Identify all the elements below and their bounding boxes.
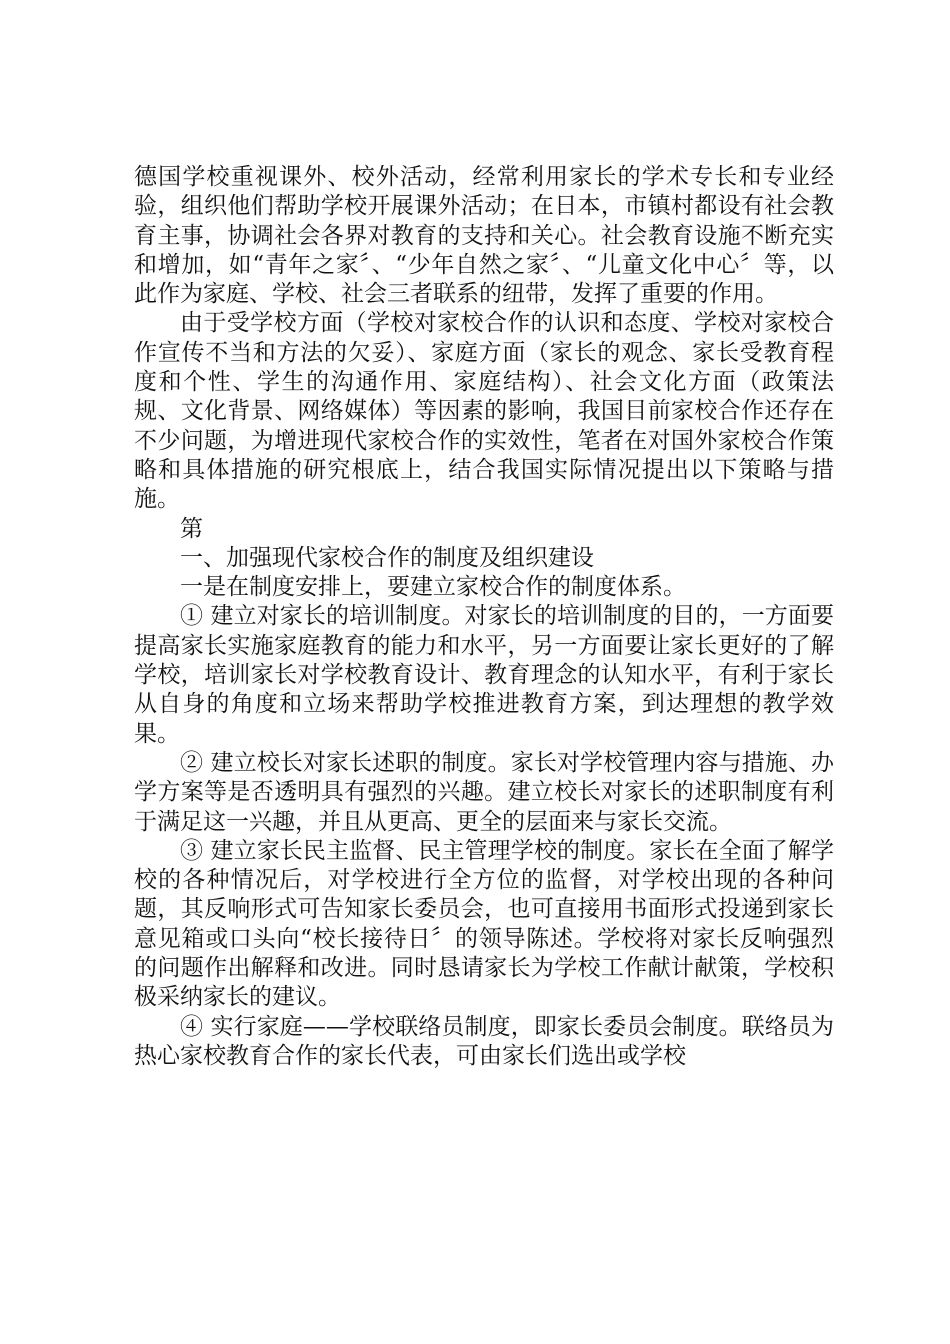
list-item-3: ③ 建立家长民主监督、民主管理学校的制度。家长在全面了解学校的各种情况后，对学校进行全方位的监督，对学校出现的各种问题，其反响形式可告知家长委员会，也可直接用书面形式投递到家长意见箱或口头向“校长接待日〞的领导陈述。学校将对家长反响强烈的问题作出解释和改进。同时恳请家长为学校工作献计献策，学校积极采纳家长的建议。 (134, 837, 834, 1011)
paragraph-2: 由于受学校方面（学校对家校合作的认识和态度、学校对家校合作宣传不当和方法的欠妥）、家庭方面（家长的观念、家长受教育程度和个性、学生的沟通作用、家庭结构）、社会文化方面（政策法规、文化背景、网络媒体）等因素的影响，我国目前家校合作还存在不少问题，为增进现代家校合作的实效性，笔者在对国外家校合作策略和具体措施的研究根底上，结合我国实际情况提出以下策略与措施。 (134, 310, 834, 513)
paragraph-5: 一是在制度安排上，要建立家校合作的制度体系。 (180, 574, 686, 601)
paragraph-3: 第 (180, 515, 203, 542)
list-item-1: ① 建立对家长的培训制度。对家长的培训制度的目的，一方面要提高家长实施家庭教育的能力和水平，另一方面要让家长更好的了解学校，培训家长对学校教育设计、教育理念的认知水平，有利于家长从自身的角度和立场来帮助学校推进教育方案，到达理想的教学效果。 (134, 603, 834, 747)
list-item-2: ② 建立校长对家长述职的制度。家长对学校管理内容与措施、办学方案等是否透明具有强烈的兴趣。建立校长对家长的述职制度有利于满足这一兴趣，并且从更高、更全的层面来与家长交流。 (134, 749, 834, 835)
list-item-4: ④ 实行家庭——学校联络员制度，即家长委员会制度。联络员为热心家校教育合作的家长代表，可由家长们选出或学校 (134, 1013, 834, 1069)
section-heading: 一、加强现代家校合作的制度及组织建设 (180, 544, 594, 571)
paragraph-1: 德国学校重视课外、校外活动，经常利用家长的学术专长和专业经验，组织他们帮助学校开展课外活动；在日本，市镇村都设有社会教育主事，协调社会各界对教育的支持和关心。社会教育设施不断充实和增加，如“青年之家〞、“少年自然之家〞、“儿童文化中心〞等，以此作为家庭、学校、社会三者联系的纽带，发挥了重要的作用。 (134, 164, 834, 308)
document-page (134, 163, 834, 1071)
